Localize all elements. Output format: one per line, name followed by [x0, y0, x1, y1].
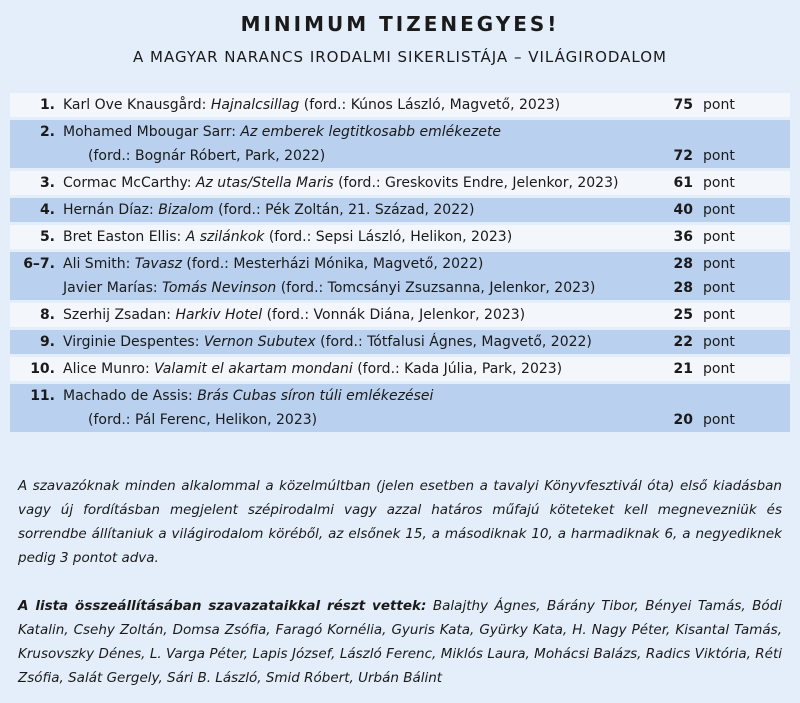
points-value: 28 [673, 256, 693, 272]
points-value: 21 [673, 361, 693, 377]
rank-number: 10. [30, 361, 55, 377]
book-entry [63, 384, 433, 408]
book-details: (ford.: Tomcsányi Zsuzsanna, Jelenkor, 2023) [276, 280, 596, 296]
points-unit: pont [703, 256, 735, 272]
author-name: Szerhij Zsadan: [63, 307, 176, 323]
book-entry [63, 198, 474, 222]
book-title: Tomás Nevinson [162, 280, 277, 296]
book-details: (ford.: Sepsi László, Helikon, 2023) [264, 229, 513, 245]
rank-number: 3. [39, 175, 55, 191]
points-unit: pont [703, 280, 735, 296]
book-title: Bizalom [158, 202, 214, 218]
book-title: Tavasz [134, 256, 182, 272]
points-value: 75 [673, 97, 693, 113]
list-item [10, 93, 790, 117]
points-value: 72 [673, 148, 693, 164]
book-details: (ford.: Mesterházi Mónika, Magvető, 2022) [181, 256, 484, 272]
book-entry [63, 225, 512, 249]
book-entry [63, 252, 483, 276]
rank-number: 1. [39, 97, 55, 113]
author-name: Mohamed Mbougar Sarr: [63, 124, 241, 140]
rank-number: 8. [39, 307, 55, 323]
list-item [10, 195, 790, 222]
points-value: 20 [673, 412, 693, 428]
author-name: Cormac McCarthy: [63, 175, 196, 191]
list-item [10, 300, 790, 327]
points-value: 61 [673, 175, 693, 191]
points-unit: pont [703, 334, 735, 350]
points-unit: pont [703, 202, 735, 218]
page-title: MINIMUM TIZENEGYES! [240, 12, 560, 36]
points-value: 28 [673, 280, 693, 296]
list-item [10, 354, 790, 381]
points-unit: pont [703, 97, 735, 113]
points-unit: pont [703, 175, 735, 191]
book-entry [63, 120, 501, 144]
points-unit: pont [703, 229, 735, 245]
voters-label: A lista összeállításában szavazataikkal részt vettek: [18, 598, 427, 614]
points-unit: pont [703, 361, 735, 377]
points-unit: pont [703, 307, 735, 323]
book-title: Harkiv Hotel [175, 307, 263, 323]
points-value: 36 [673, 229, 693, 245]
author-name: Karl Ove Knausgård: [63, 97, 211, 113]
voters-list: Balajthy Ágnes, Bárány Tibor, Bényei Tamás, Bódi Katalin, Csehy Zoltán, Domsa Zsófia, Faragó Kornélia, Gyuris Kata, Gyürky Kata, H. Nagy Péter, Kisantal Tamás, Krusovszky Dénes, L. Varga Péter, Lapis József, László Ferenc, Miklós Laura, Mohácsi Balázs, Radics Viktória, Réti Zsófia, Salát Gergely, Sári B. László, Smid Róbert, Urbán Bálint [18, 598, 782, 686]
book-details: (ford.: Pál Ferenc, Helikon, 2023) [88, 412, 318, 428]
points-value: 25 [673, 307, 693, 323]
list-item [10, 327, 790, 354]
author-name: Alice Munro: [63, 361, 155, 377]
book-details: (ford.: Kúnos László, Magvető, 2023) [299, 97, 561, 113]
book-title: A szilánkok [185, 229, 265, 245]
list-item [10, 117, 790, 168]
points-unit: pont [703, 148, 735, 164]
book-details: (ford.: Tótfalusi Ágnes, Magvető, 2022) [315, 334, 592, 350]
methodology-note: A szavazóknak minden alkalommal a közelmúltban (jelen esetben a tavalyi Könyvfesztivál óta) első kiadásban vagy új fordításban megjelent szépirodalmi vagy azzal határos műfajú köteteket kell megnevezniük és sorrendbe állítaniuk a világirodalom köréből, az elsőnek 15, a másodiknak 10, a harmadiknak 6, a negyediknek pedig 3 pontot adva. [18, 478, 782, 566]
author-name: Ali Smith: [63, 256, 135, 272]
list-item [10, 222, 790, 249]
list-item [10, 249, 790, 300]
book-title: Az utas/Stella Maris [195, 175, 334, 191]
book-entry [63, 303, 525, 327]
points-value: 22 [673, 334, 693, 350]
rank-number: 2. [39, 124, 55, 140]
author-name: Machado de Assis: [63, 388, 198, 404]
book-entry [63, 330, 592, 354]
book-entry [63, 93, 560, 117]
list-item [10, 168, 790, 195]
rank-number: 6–7. [23, 256, 55, 272]
book-entry [63, 357, 562, 381]
author-name: Hernán Díaz: [63, 202, 159, 218]
book-title: Vernon Subutex [203, 334, 316, 350]
rank-number: 4. [39, 202, 55, 218]
rank-number: 11. [30, 388, 55, 404]
book-details: (ford.: Greskovits Endre, Jelenkor, 2023) [333, 175, 619, 191]
book-title: Brás Cubas síron túli emlékezései [197, 388, 434, 404]
book-title: Hajnalcsillag [210, 97, 300, 113]
book-entry [63, 276, 595, 300]
book-details: (ford.: Bognár Róbert, Park, 2022) [88, 148, 326, 164]
voters-paragraph [18, 594, 782, 690]
author-name: Virginie Despentes: [63, 334, 204, 350]
author-name: Bret Easton Ellis: [63, 229, 186, 245]
author-name: Javier Marías: [63, 280, 163, 296]
book-title: Az emberek legtitkosabb emlékezete [240, 124, 502, 140]
book-details: (ford.: Pék Zoltán, 21. Század, 2022) [213, 202, 475, 218]
points-value: 40 [673, 202, 693, 218]
book-details: (ford.: Kada Júlia, Park, 2023) [352, 361, 563, 377]
book-details: (ford.: Vonnák Diána, Jelenkor, 2023) [262, 307, 526, 323]
list-item [10, 381, 790, 432]
book-entry [63, 171, 618, 195]
page-subtitle: A MAGYAR NARANCS IRODALMI SIKERLISTÁJA – VILÁGIRODALOM [132, 48, 667, 66]
book-title: Valamit el akartam mondani [154, 361, 353, 377]
rank-number: 9. [39, 334, 55, 350]
rank-number: 5. [39, 229, 55, 245]
ranking-list [10, 93, 790, 432]
points-unit: pont [703, 412, 735, 428]
